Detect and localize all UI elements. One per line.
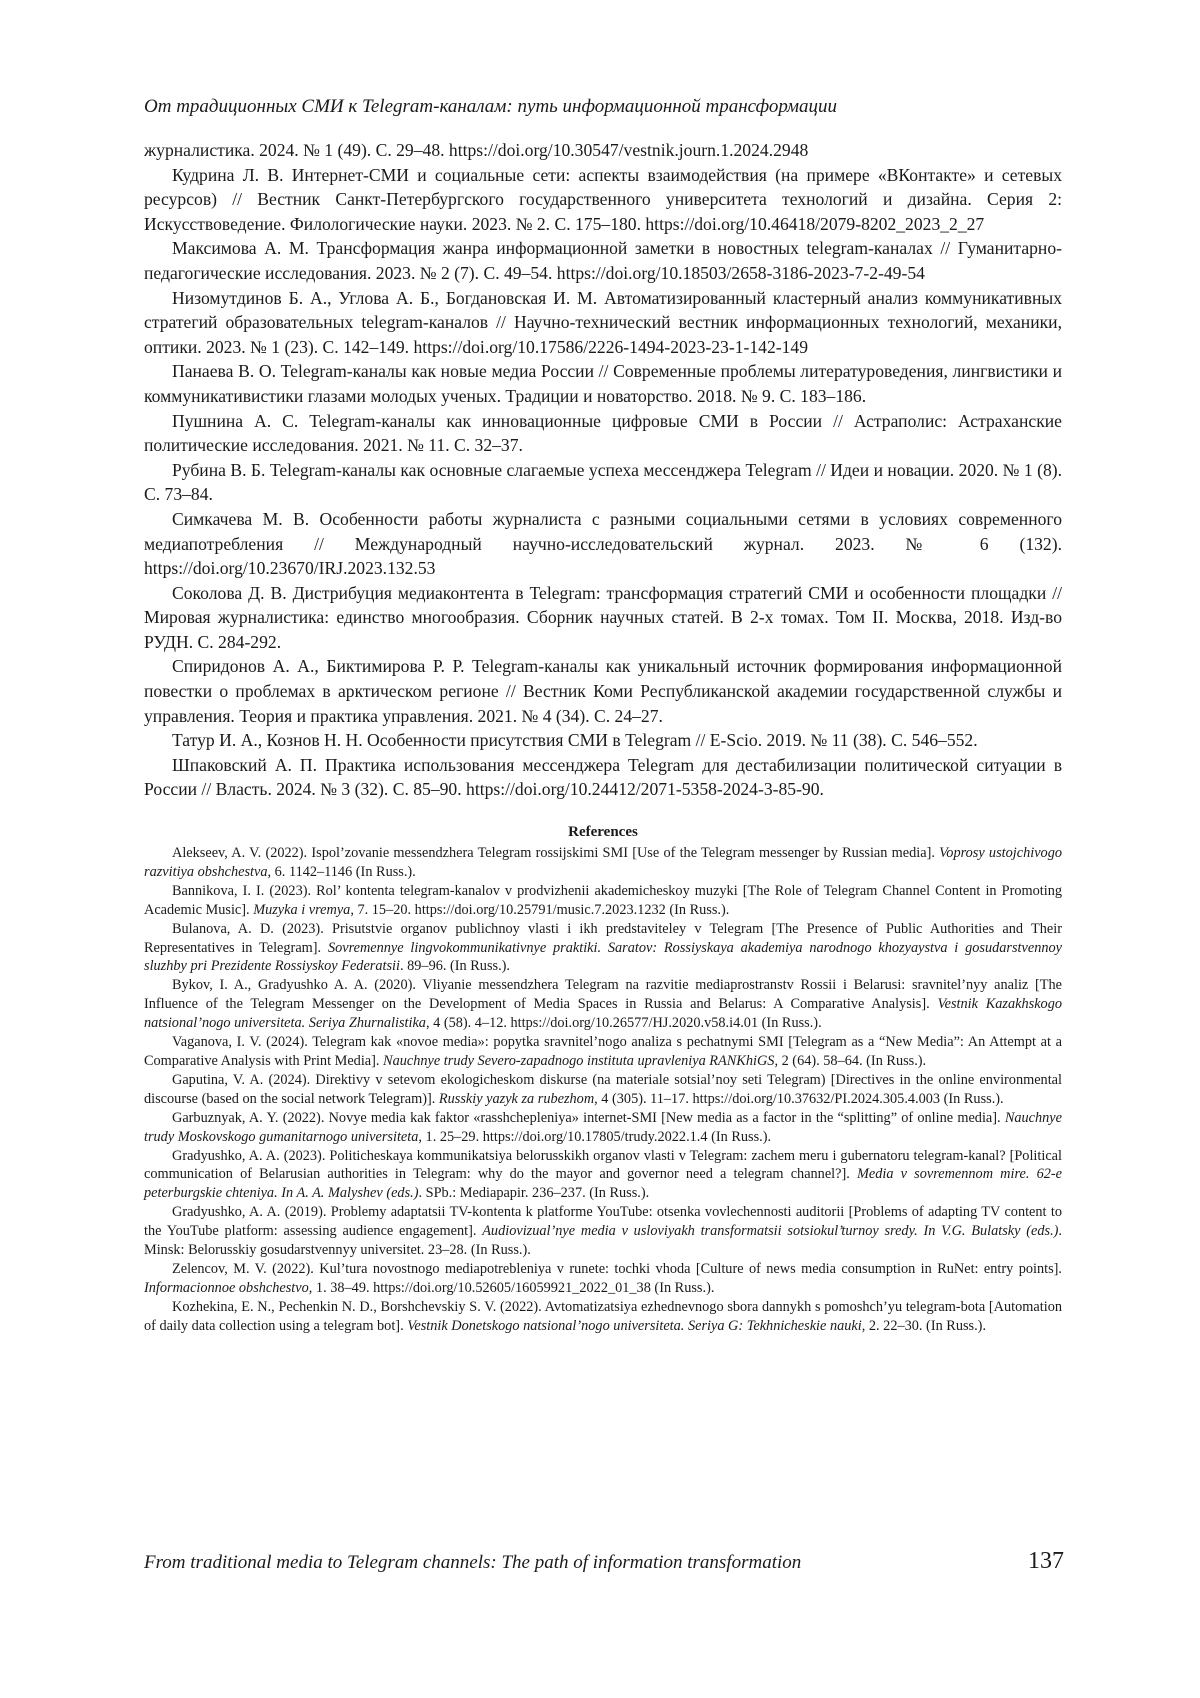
reference-entry [144,1109,1062,1147]
reference-entry [144,1147,1062,1204]
reference-entry: Панаева В. О. Telegram-каналы как новые медиа России // Современные проблемы литературоведения, лингвистики и коммуникативистики глазами молодых ученых. Традиции и новаторство. 2018. № 9. С. 183–186. [144,361,1062,406]
reference-text: Bykov, I. A., Gradyushko A. A. (2020). Vliyanie messendzhera Telegram na razvitie mediaprostranstv Rossii i Belarusi: sravnitel’nyy analiz [The Influence of the Telegram Messenger on the Development of Media Spaces in Russia and Belarus: A Comparative Analysis]. [144,977,1062,1013]
reference-entry: журналистика. 2024. № 1 (49). С. 29–48. https://doi.org/10.30547/vestnik.journ.1.2024.2948 [144,140,809,160]
reference-entry: Спиридонов А. А., Биктимирова Р. Р. Telegram-каналы как уникальный источник формирования информационной повестки о проблемах в арктическом регионе // Вестник Коми Республиканской академии государственной службы и управления. Теория и практика управления. 2021. № 4 (34). С. 24–27. [144,656,1062,726]
reference-entry [144,844,1062,882]
reference-journal: Nauchnye trudy Moskovskogo gumanitarnogo universiteta [144,1109,1062,1145]
page-number: 137 [1028,1548,1064,1574]
reference-details: , 4 (58). 4–12. https://doi.org/10.26577/HJ.2020.v58.i4.01 (In Russ.). [425,1015,822,1032]
reference-text: Bannikova, I. I. (2023). Rol’ kontenta telegram-kanalov v prodvizhenii akademicheskoy muzyki [The Role of Telegram Channel Content in Promoting Academic Music]. [144,882,1062,918]
reference-entry [144,976,1062,1033]
reference-details: , 6. 1142–1146 (In Russ.). [267,863,416,880]
reference-text: Gradyushko, A. A. (2023). Politicheskaya kommunikatsiya belorusskikh organov vlasti v Telegram: zachem meru i gubernatoru telegram-kanal? [Political communication of Belarusian authorities in Telegram: why do the mayor and governor need a telegram channel?]. [144,1147,1062,1183]
reference-details: , 7. 15–20. https://doi.org/10.25791/music.7.2023.1232 (In Russ.). [350,901,730,918]
references-heading: References [568,824,638,841]
reference-journal: Sovremennye lingvokommunikativnye praktiki. Saratov: Rossiyskaya akademiya narodnogo khozyaystva i gosudarstvennoy sluzhby pri Prezidente Rossiyskoy Federatsii [144,939,1062,975]
reference-text: Bulanova, A. D. (2023). Prisutstvie organov publichnoy vlasti i ikh predstaviteley v Telegram [The Presence of Public Authorities and Their Representatives in Telegram]. [144,920,1062,956]
reference-entry: Кудрина Л. В. Интернет-СМИ и социальные сети: аспекты взаимодействия (на примере «ВКонтакте» и сетевых ресурсов) // Вестник Санкт-Петербургского государственного университета технологий и дизайна. Серия 2: Искусствоведение. Филологические науки. 2023. № 2. С. 175–180. https://doi.org/10.46418/2079-8202_2023_2_27 [144,164,1062,234]
reference-journal: Nauchnye trudy Severo-zapadnogo instituta upravleniya RANKhiGS [383,1053,775,1069]
reference-entry [144,882,1062,920]
reference-entry [144,1260,1062,1298]
reference-entry: Низомутдинов Б. А., Углова А. Б., Богдановская И. М. Автоматизированный кластерный анализ коммуникативных стратегий образовательных telegram-каналов // Научно-технический вестник информационных технологий, механики, оптики. 2023. № 1 (23). С. 142–149. https://doi.org/10.17586/2226-1494-2023-23-1-142-149 [144,287,1062,357]
reference-entry: Симкачева М. В. Особенности работы журналиста с разными социальными сетями в условиях современного медиапотребления // Международный научно-исследовательский журнал. 2023. № 6 (132). https://doi.org/10.23670/IRJ.2023.132.53 [144,508,1062,579]
reference-text: Vaganova, I. V. (2024). Telegram kak «novoe media»: popytka sravnitel’nogo analiza s pechatnymi SMI [Telegram as a “New Media”: An Attempt at a Comparative Analysis with Print Media]. [144,1034,1062,1069]
footer-running-title: From traditional media to Telegram channels: The path of information transformation [144,1552,802,1573]
reference-entry [144,1203,1062,1260]
reference-journal: Informacionnoe obshchestvo [144,1279,309,1296]
reference-journal: Voprosy ustojchivogo razvitiya obshchestva [144,845,1062,880]
reference-details: . SPb.: Mediapapir. 236–237. (In Russ.). [418,1185,650,1202]
reference-entry: Шпаковский А. П. Практика использования мессенджера Telegram для дестабилизации политической ситуации в России // Власть. 2024. № 3 (32). С. 85–90. https://doi.org/10.24412/2071-5358-2024-3-85-90. [144,754,1062,800]
reference-text: Gaputina, V. A. (2024). Direktivy v setevom ekologicheskom diskurse (na materiale sotsial’noy seti Telegram) [Directives in the online environmental discourse (based on the social network Telegram)]. [144,1071,1062,1107]
reference-entry: Рубина В. Б. Telegram-каналы как основные слагаемые успеха мессенджера Telegram // Идеи и новации. 2020. № 1 (8). С. 73–84. [144,459,1062,505]
reference-details: , 1. 25–29. https://doi.org/10.17805/trudy.2022.1.4 (In Russ.). [418,1128,772,1145]
reference-text: Garbuznyak, A. Y. (2022). Novye media kak faktor «rasshchepleniya» internet-SMI [New media as a factor in the “splitting” of online media]. [172,1109,1005,1126]
reference-entry: Пушнина А. С. Telegram-каналы как инновационные цифровые СМИ в России // Астраполис: Астраханские политические исследования. 2021. № 11. С. 32–37. [144,410,1062,456]
reference-text: Kozhekina, E. N., Pechenkin N. D., Borshchevskiy S. V. (2022). Avtomatizatsiya ezhednevnogo sbora dannykh s pomoshch’yu telegram-bota [Automation of daily data collection using a telegram bot]. [144,1298,1062,1334]
reference-entry: Максимова А. М. Трансформация жанра информационной заметки в новостных telegram-каналах // Гуманитарно-педагогические исследования. 2023. № 2 (7). С. 49–54. https://doi.org/10.18503/2658-3186-2023-7-2-49-54 [144,238,1062,283]
reference-journal: Vestnik Donetskogo natsional’nogo universiteta. Seriya G: Tekhnicheskie nauki [407,1317,862,1334]
reference-details: , 2. 22–30. (In Russ.). [861,1317,987,1334]
reference-details: , 1. 38–49. https://doi.org/10.52605/16059921_2022_01_38 (In Russ.). [308,1279,715,1296]
reference-details: , 2 (64). 58–64. (In Russ.). [774,1053,927,1069]
reference-journal: Audiovizual’nye media v usloviyakh transformatsii sotsiokul’turnoy sredy. In V.G. Bulatsky (eds.) [482,1223,1059,1240]
reference-entry [144,920,1062,977]
reference-journal: Muzyka i vremya [253,901,351,918]
reference-journal: Russkiy yazyk za rubezhom [438,1090,595,1107]
reference-journal: Vestnik Kazakhskogo natsional’nogo universiteta. Seriya Zhurnalistika [144,996,1062,1032]
reference-entry: Соколова Д. В. Дистрибуция медиаконтента в Telegram: трансформация стратегий СМИ и особенности площадки // Мировая журналистика: единство многообразия. Сборник научных статей. В 2-х томах. Том II. Москва, 2018. Изд-во РУДН. С. 284-292. [144,582,1062,652]
reference-text: Alekseev, A. V. (2022). Ispol’zovanie messendzhera Telegram rossijskimi SMI [Use of the Telegram messenger by Russian media]. [172,845,940,862]
english-reference-list [144,844,1062,1336]
reference-text: Gradyushko, A. A. (2019). Problemy adaptatsii TV-kontenta k platforme YouTube: otsenka vovlechennosti auditorii [Problems of adapting TV content to the YouTube platform: assessing audience engagement]. [144,1204,1062,1240]
reference-details: . Minsk: Belorusskiy gosudarstvennyy universitet. 23–28. (In Russ.). [144,1223,1062,1259]
reference-text: Zelencov, M. V. (2022). Kul’tura novostnogo mediapotrebleniya v runete: tochki vhoda [Culture of news media consumption in RuNet: entry points]. [172,1260,1062,1277]
reference-details: , 4 (305). 11–17. https://doi.org/10.37632/PI.2024.305.4.003 (In Russ.). [594,1090,1004,1107]
reference-entry: Татур И. А., Кознов Н. Н. Особенности присутствия СМИ в Telegram // E-Scio. 2019. № 11 (38). С. 546–552. [172,730,978,751]
reference-entry [144,1033,1062,1071]
reference-entry [144,1298,1062,1336]
reference-entry [144,1071,1062,1109]
reference-details: . 89–96. (In Russ.). [399,958,510,975]
reference-journal: Media v sovremennom mire. 62-e peterburgskie chteniya. In A. A. Malyshev (eds.) [144,1166,1062,1202]
running-head: От традиционных СМИ к Telegram-каналам: путь информационной трансформации [144,96,838,117]
page-body [144,138,1062,1336]
russian-reference-list [144,138,1062,802]
